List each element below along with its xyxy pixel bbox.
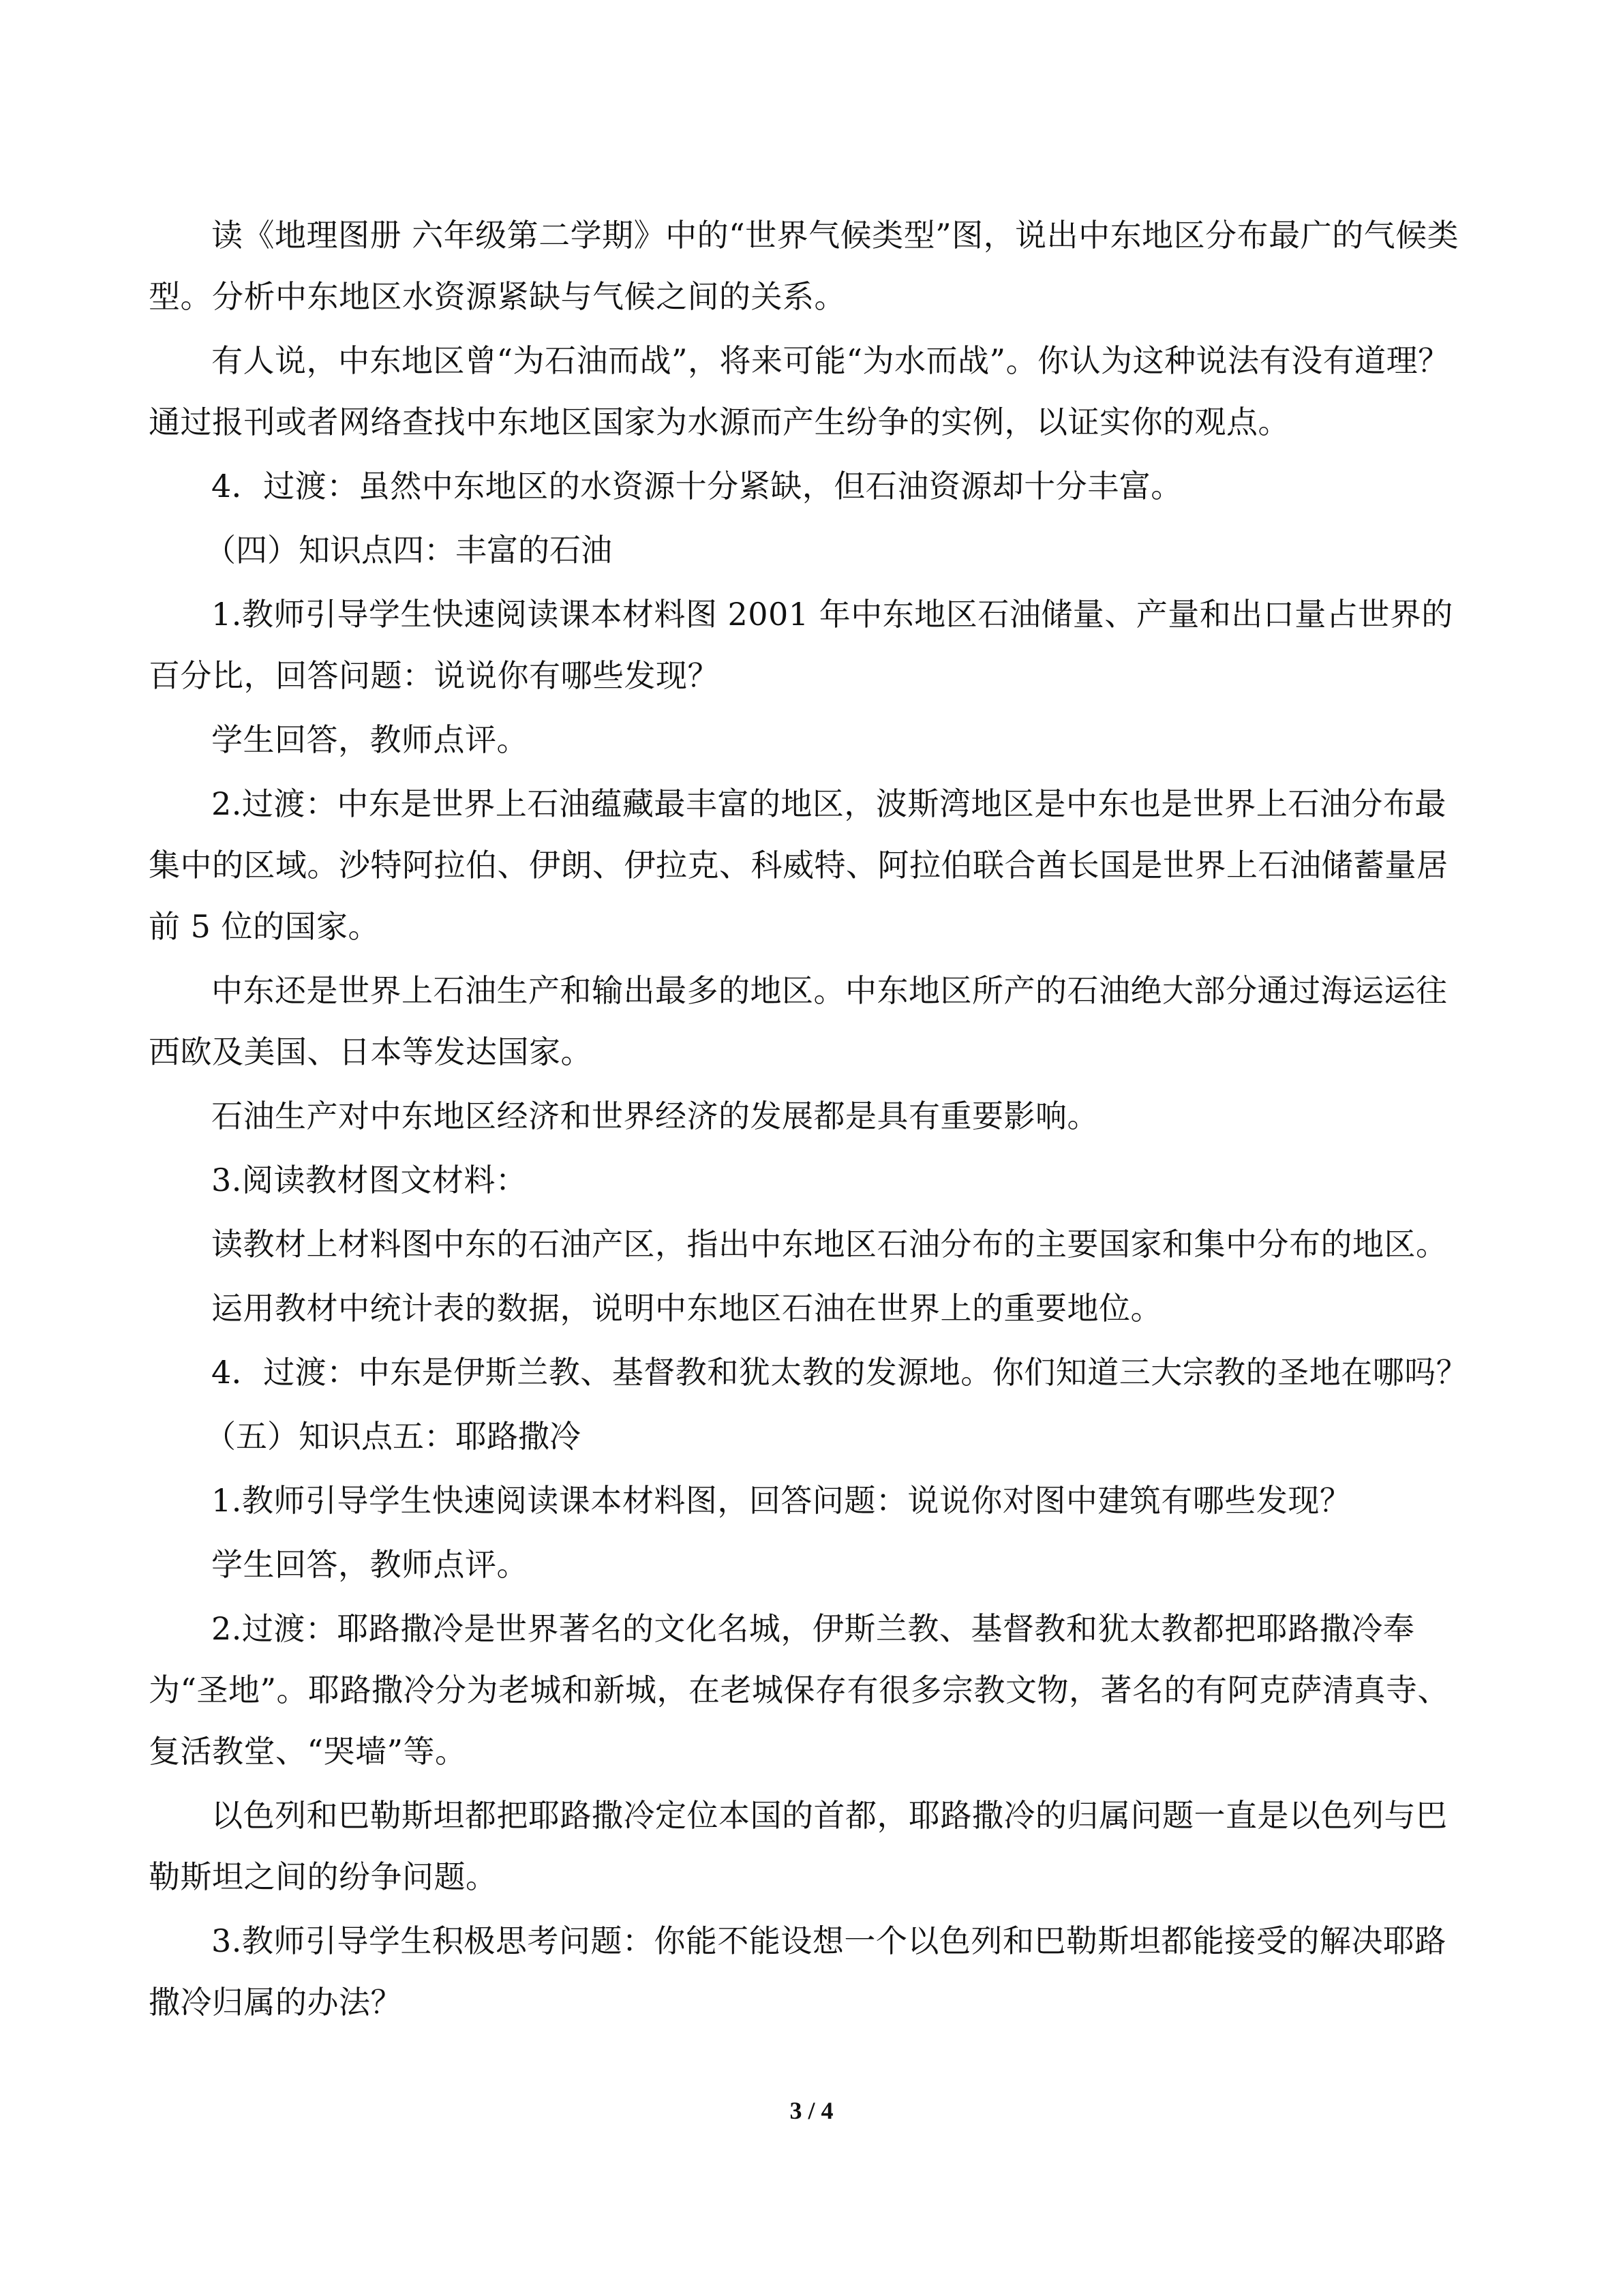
paragraph-statistics: 运用教材中统计表的数据，说明中东地区石油在世界上的重要地位。 bbox=[211, 1290, 1162, 1327]
paragraph-read-materials: 3.阅读教材图文材料： bbox=[211, 1162, 528, 1198]
paragraph-oil-reserves: 2.过渡：中东是世界上石油蕴藏最丰富的地区，波斯湾地区是中东也是世界上石油分布最集中的区域。沙特阿拉伯、伊朗、伊拉克、科威特、阿拉伯联合酋长国是世界上石油储蓄量居前 5 位的国家。 bbox=[149, 785, 1448, 945]
paragraph-student-answer-2: 学生回答，教师点评。 bbox=[211, 1546, 528, 1583]
paragraph-student-answer: 学生回答，教师点评。 bbox=[211, 721, 528, 758]
paragraph-jerusalem-dispute: 以色列和巴勒斯坦都把耶路撒冷定位本国的首都，耶路撒冷的归属问题一直是以色列与巴勒斯坦之间的纷争问题。 bbox=[149, 1797, 1448, 1895]
paragraph-jerusalem-question: 3.教师引导学生积极思考问题：你能不能设想一个以色列和巴勒斯坦都能接受的解决耶路撒冷归属的办法？ bbox=[149, 1922, 1446, 2021]
section-heading-jerusalem: （五）知识点五：耶路撒冷 bbox=[204, 1418, 581, 1455]
paragraph-oil-reading: 1.教师引导学生快速阅读课本材料图 2001 年中东地区石油储量、产量和出口量占世界的百分比，回答问题：说说你有哪些发现？ bbox=[149, 596, 1453, 694]
paragraph-oil-regions: 读教材上材料图中东的石油产区，指出中东地区石油分布的主要国家和集中分布的地区。 bbox=[211, 1226, 1448, 1263]
paragraph-jerusalem-reading: 1.教师引导学生快速阅读课本材料图，回答问题：说说你对图中建筑有哪些发现？ bbox=[211, 1482, 1352, 1519]
paragraph-jerusalem-holy-city: 2.过渡：耶路撒冷是世界著名的文化名城，伊斯兰教、基督教和犹太教都把耶路撒冷奉为“圣地”。耶路撒冷分为老城和新城，在老城保存有很多宗教文物，著名的有阿克萨清真寺、复活教堂、“哭墙”等。 bbox=[149, 1610, 1450, 1770]
paragraph-transition-oil: 4．过渡：虽然中东地区的水资源十分紧缺，但石油资源却十分丰富。 bbox=[211, 468, 1183, 504]
paragraph-water-war: 有人说，中东地区曾“为石油而战”，将来可能“为水而战”。你认为这种说法有没有道理？通过报刊或者网络查找中东地区国家为水源而产生纷争的实例，以证实你的观点。 bbox=[149, 342, 1450, 440]
section-heading-oil: （四）知识点四：丰富的石油 bbox=[204, 532, 612, 569]
paragraph-climate-map: 读《地理图册 六年级第二学期》中的“世界气候类型”图，说出中东地区分布最广的气候类型。分析中东地区水资源紧缺与气候之间的关系。 bbox=[149, 217, 1459, 315]
paragraph-oil-export: 中东还是世界上石油生产和输出最多的地区。中东地区所产的石油绝大部分通过海运运往西欧及美国、日本等发达国家。 bbox=[149, 972, 1448, 1070]
paragraph-transition-religion: 4．过渡：中东是伊斯兰教、基督教和犹太教的发源地。你们知道三大宗教的圣地在哪吗？ bbox=[211, 1354, 1468, 1391]
page-number: 3 / 4 bbox=[789, 2097, 834, 2124]
document-body bbox=[149, 205, 1474, 2036]
paragraph-oil-economy: 石油生产对中东地区经济和世界经济的发展都是具有重要影响。 bbox=[211, 1098, 1099, 1134]
